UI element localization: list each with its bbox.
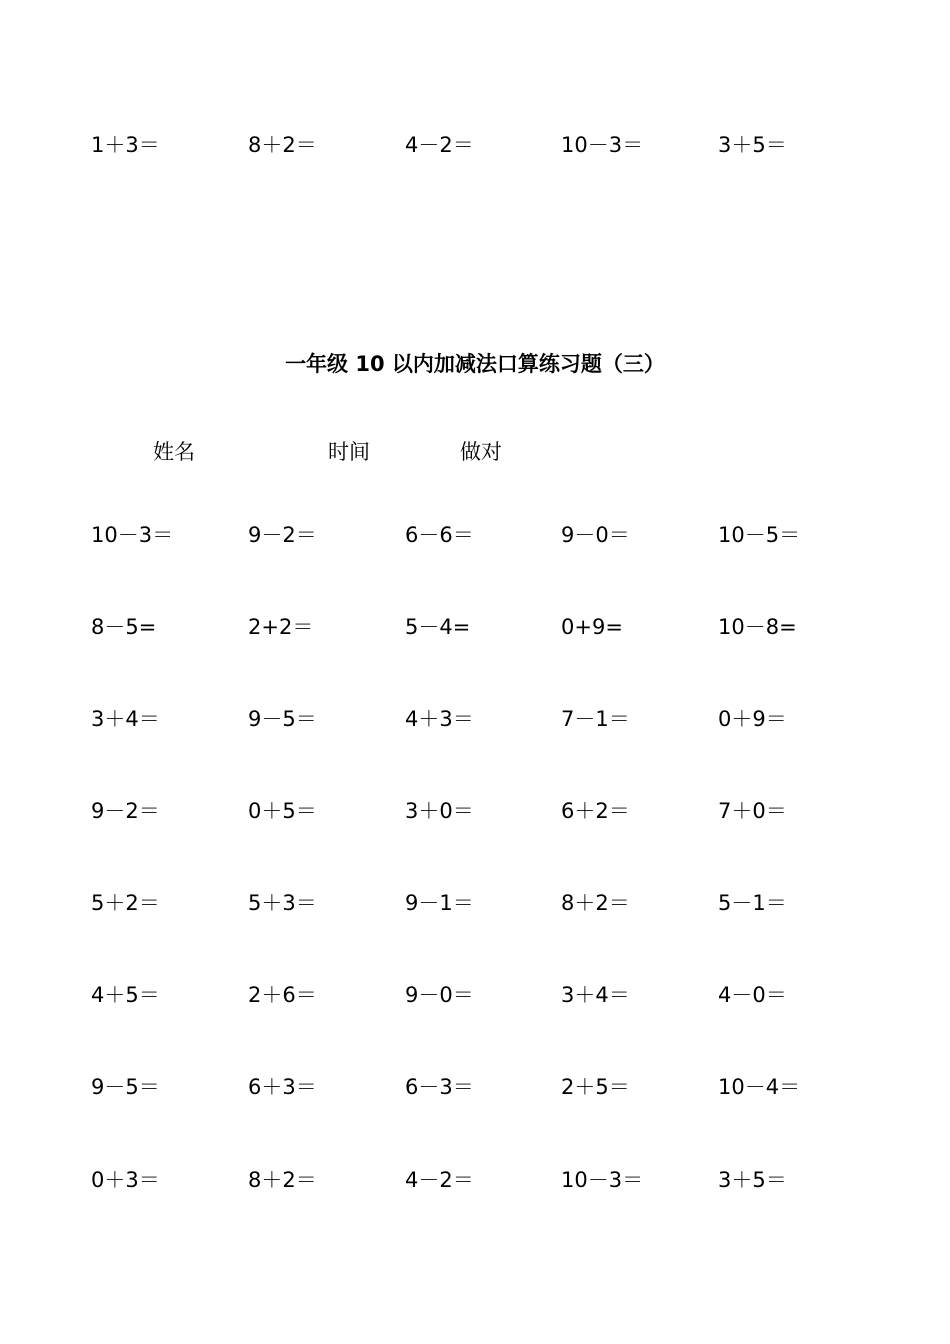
problem: 0+9= xyxy=(561,615,623,639)
problem: 8＋2＝ xyxy=(561,891,630,915)
problem: 5＋3＝ xyxy=(248,891,317,915)
time-label: 时间 xyxy=(328,440,370,464)
problem: 5－4= xyxy=(405,615,471,639)
problem: 9－0＝ xyxy=(405,983,474,1007)
problem: 9－0＝ xyxy=(561,523,630,547)
problem: 3＋4＝ xyxy=(91,707,160,731)
problem: 9－1＝ xyxy=(405,891,474,915)
problem: 6－6＝ xyxy=(405,523,474,547)
problem: 10－8= xyxy=(718,615,797,639)
problem: 9－5＝ xyxy=(91,1075,160,1099)
problem: 7＋0＝ xyxy=(718,799,787,823)
top-problem-row xyxy=(0,130,950,160)
problem-row xyxy=(0,1072,950,1102)
problem: 4＋3＝ xyxy=(405,707,474,731)
problem: 8＋2＝ xyxy=(248,133,317,157)
problem: 4－2＝ xyxy=(405,133,474,157)
problem: 0＋9＝ xyxy=(718,707,787,731)
problem: 3＋4＝ xyxy=(561,983,630,1007)
problem-row xyxy=(0,1165,950,1195)
problem: 0＋5＝ xyxy=(248,799,317,823)
problem: 3＋5＝ xyxy=(718,1168,787,1192)
correct-label: 做对 xyxy=(460,440,502,464)
problem-row xyxy=(0,796,950,826)
problem: 5－1＝ xyxy=(718,891,787,915)
problem: 9－2＝ xyxy=(248,523,317,547)
problem: 6＋3＝ xyxy=(248,1075,317,1099)
problem: 2＋5＝ xyxy=(561,1075,630,1099)
problem: 6＋2＝ xyxy=(561,799,630,823)
problem: 0＋3＝ xyxy=(91,1168,160,1192)
problem-row xyxy=(0,704,950,734)
problem: 10－3＝ xyxy=(91,523,174,547)
problem: 3＋0＝ xyxy=(405,799,474,823)
problem: 8＋2＝ xyxy=(248,1168,317,1192)
name-label: 姓名 xyxy=(153,440,195,464)
problem: 2+2＝ xyxy=(248,615,314,639)
problem: 2＋6＝ xyxy=(248,983,317,1007)
problem: 10－3＝ xyxy=(561,133,644,157)
problem: 9－5＝ xyxy=(248,707,317,731)
problem: 10－4＝ xyxy=(718,1075,801,1099)
problem: 6－3＝ xyxy=(405,1075,474,1099)
problem: 10－5＝ xyxy=(718,523,801,547)
problem: 4－0＝ xyxy=(718,983,787,1007)
problem: 4＋5＝ xyxy=(91,983,160,1007)
problem: 3＋5＝ xyxy=(718,133,787,157)
problem: 5＋2＝ xyxy=(91,891,160,915)
problem-row xyxy=(0,520,950,550)
problem: 9－2＝ xyxy=(91,799,160,823)
problem-row xyxy=(0,980,950,1010)
problem: 4－2＝ xyxy=(405,1168,474,1192)
problem: 8－5= xyxy=(91,615,157,639)
problem-row xyxy=(0,612,950,642)
problem: 7－1＝ xyxy=(561,707,630,731)
worksheet-title: 一年级 10 以内加减法口算练习题（三） xyxy=(285,352,665,376)
problem: 1＋3＝ xyxy=(91,133,160,157)
problem-row xyxy=(0,888,950,918)
problem: 10－3＝ xyxy=(561,1168,644,1192)
